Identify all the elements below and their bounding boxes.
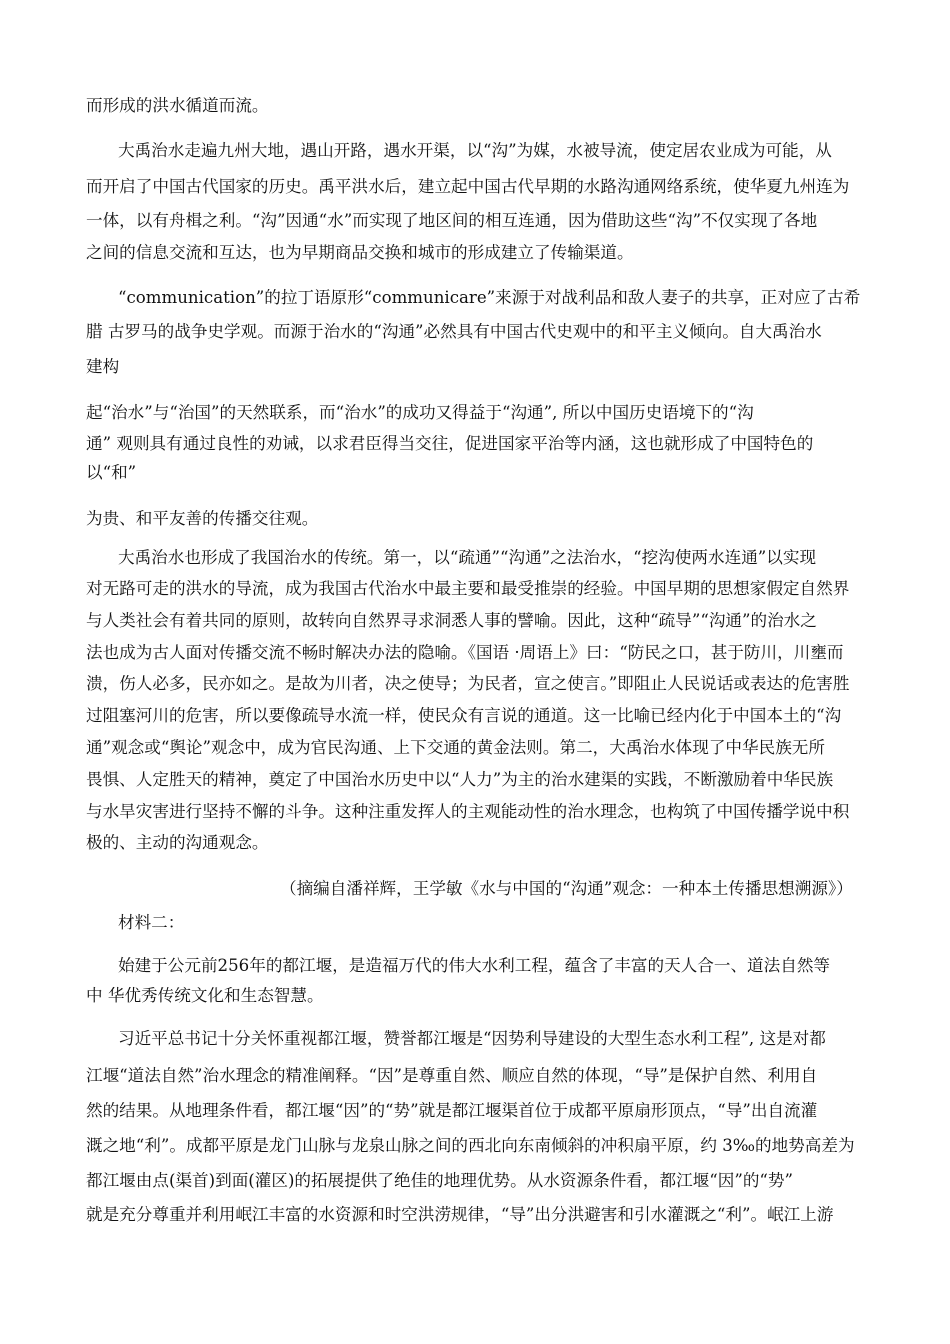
text-line: “communication”的拉丁语原形“communicare”来源于对战利品和敌人妻子的共享，正对应了古希 [118, 288, 861, 307]
text-line: 建构 [86, 357, 120, 376]
text-line: 就是充分尊重并利用岷江丰富的水资源和时空洪涝规律，“导”出分洪避害和引水灌溉之“利”。岷江上游 [86, 1205, 834, 1224]
text-line: 溃，伤人必多，民亦如之。是故为川者，决之使导；为民者，宣之使言。”即阻止人民说话或表达的危害胜 [86, 674, 850, 693]
text-line: 极的、主动的沟通观念。 [86, 833, 269, 852]
text-line: 江堰“道法自然”治水理念的精准阐释。“因”是尊重自然、顺应自然的体现，“导”是保护自然、利用自 [86, 1066, 818, 1085]
text-line: 与人类社会有着共同的原则，故转向自然界寻求洞悉人事的譬喻。因此，这种“疏导”“沟通”的治水之 [86, 611, 817, 630]
text-line: 法也成为古人面对传播交流不畅时解决办法的隐喻。《国语 ·周语上》曰：“防民之口，甚于防川，川壅而 [86, 643, 844, 662]
text-line: 腊 古罗马的战争史学观。而源于治水的“沟通”必然具有中国古代史观中的和平主义倾向。自大禹治水 [86, 322, 822, 341]
text-line: 而形成的洪水循道而流。 [86, 96, 269, 115]
text-line: 溉之地“利”。成都平原是龙门山脉与龙泉山脉之间的西北向东南倾斜的冲积扇平原，约 3‰的地势高差为 [86, 1136, 855, 1155]
text-line: 都江堰由点(渠首)到面(灌区)的拓展提供了绝佳的地理优势。从水资源条件看，都江堰“因”的“势” [86, 1171, 793, 1190]
text-line: 畏惧、人定胜天的精神，奠定了中国治水历史中以“人力”为主的治水建渠的实践，不断激励着中华民族 [86, 770, 834, 789]
text-line: 为贵、和平友善的传播交往观。 [86, 509, 319, 528]
text-line: 对无路可走的洪水的导流，成为我国古代治水中最主要和最受推崇的经验。中国早期的思想家假定自然界 [86, 579, 850, 598]
text-line: 通”观念或“舆论”观念中，成为官民沟通、上下交通的黄金法则。第二，大禹治水体现了中华民族无所 [86, 738, 825, 757]
source-citation: （摘编自潘祥辉，王学敏《水与中国的“沟通”观念：一种本土传播思想溯源》） [280, 879, 853, 898]
text-line: 之间的信息交流和互达，也为早期商品交换和城市的形成建立了传输渠道。 [86, 243, 634, 262]
text-line: 与水旱灾害进行坚持不懈的斗争。这种注重发挥人的主观能动性的治水理念，也构筑了中国传播学说中积 [86, 802, 850, 821]
text-line: 大禹治水也形成了我国治水的传统。第一，以“疏通”“沟通”之法治水，“挖沟使两水连通”以实现 [118, 548, 817, 567]
text-line: 然的结果。从地理条件看，都江堰“因”的“势”就是都江堰渠首位于成都平原扇形顶点，“导”出自流灌 [86, 1101, 818, 1120]
text-line: 大禹治水走遍九州大地，遇山开路，遇水开渠，以“沟”为媒，水被导流，使定居农业成为可能，从 [118, 141, 832, 160]
text-line: 始建于公元前256年的都江堰，是造福万代的伟大水利工程，蕴含了丰富的天人合一、道法自然等 [118, 956, 831, 975]
text-line: 以“和” [86, 463, 137, 482]
section-heading: 材料二： [118, 913, 185, 932]
text-line: 一体，以有舟楫之利。“沟”因通“水”而实现了地区间的相互连通，因为借助这些“沟”不仅实现了各地 [86, 211, 818, 230]
text-line: 过阻塞河川的危害，所以要像疏导水流一样，使民众有言说的通道。这一比喻已经内化于中国本土的“沟 [86, 706, 842, 725]
text-line: 通” 观则具有通过良性的劝诫，以求君臣得当交往，促进国家平治等内涵，这也就形成了中国特色的 [86, 434, 814, 453]
text-line: 中 华优秀传统文化和生态智慧。 [86, 986, 324, 1005]
text-line: 起“治水”与“治国”的天然联系，而“治水”的成功又得益于“沟通”, 所以中国历史语境下的“沟 [86, 403, 754, 422]
text-line: 而开启了中国古代国家的历史。禹平洪水后，建立起中国古代早期的水路沟通网络系统，使华夏九州连为 [86, 177, 850, 196]
text-line: 习近平总书记十分关怀重视都江堰，赞誉都江堰是“因势利导建设的大型生态水利工程”, 这是对都 [118, 1029, 826, 1048]
